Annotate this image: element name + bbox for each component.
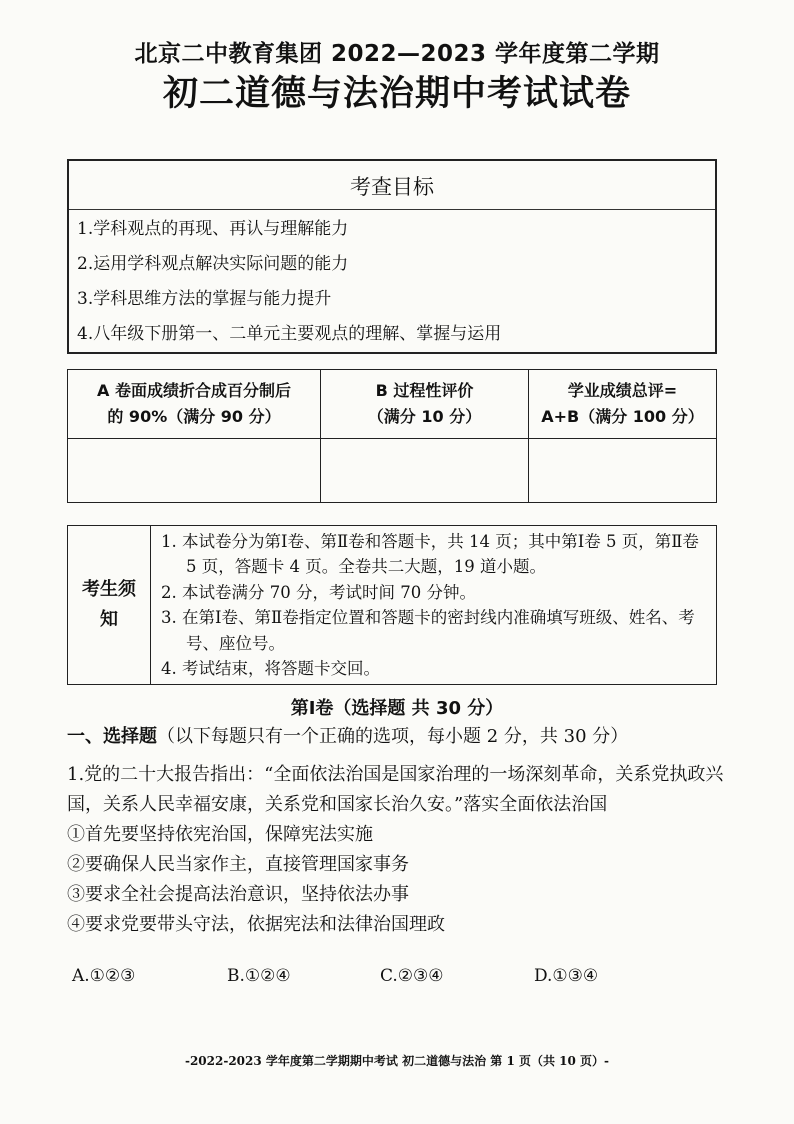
- part-label: 一、选择题: [67, 726, 157, 747]
- score-col-c-line1: 学业成绩总评=: [567, 381, 678, 400]
- section-title: 第Ⅰ卷（选择题 共 30 分）: [290, 698, 504, 719]
- notice-label-line2: 知: [100, 609, 118, 630]
- score-cell-c[interactable]: [529, 439, 717, 503]
- score-cell-b[interactable]: [321, 439, 529, 503]
- score-col-b-line2: （满分 10 分）: [367, 407, 482, 426]
- question-stem: 1.党的二十大报告指出：“全面依法治国是国家治理的一场深刻革命，关系党执政兴国，关系人民幸福安康，关系党和国家长治久安。”落实全面依法治国: [67, 764, 724, 815]
- notice-label: [68, 526, 151, 685]
- notice-table: [67, 525, 717, 685]
- score-col-a-header: [68, 370, 321, 439]
- notice-item: 4. 考试结束，将答题卡交回。: [161, 659, 380, 678]
- objective-item: 3.学科思维方法的掌握与能力提升: [77, 289, 332, 309]
- question-option: ④要求党要带头守法，依据宪法和法律治国理政: [67, 914, 445, 935]
- answer-choices: [67, 966, 667, 996]
- question-option: ②要确保人民当家作主，直接管理国家事务: [67, 854, 409, 875]
- question-option: ③要求全社会提高法治意识，坚持依法办事: [67, 884, 409, 905]
- objectives-list: [69, 210, 715, 352]
- score-col-a-line2: 的 90%（满分 90 分）: [107, 407, 281, 426]
- objectives-box: [67, 159, 717, 354]
- page-footer: -2022-2023 学年度第二学期期中考试 初二道德与法治 第 1 页（共 10 页）-: [184, 1054, 610, 1068]
- notice-item: 3. 在第Ⅰ卷、第Ⅱ卷指定位置和答题卡的密封线内准确填写班级、姓名、考号、座位号。: [161, 608, 695, 653]
- score-col-b-header: [321, 370, 529, 439]
- objective-item: 2.运用学科观点解决实际问题的能力: [77, 254, 349, 274]
- part-title: [67, 722, 628, 748]
- objective-item: 1.学科观点的再现、再认与理解能力: [77, 219, 349, 239]
- exam-title: 初二道德与法治期中考试试卷: [162, 74, 631, 114]
- score-cell-a[interactable]: [68, 439, 321, 503]
- answer-choice-d[interactable]: D.①③④: [534, 966, 599, 986]
- question-option: ①首先要坚持依宪治国，保障宪法实施: [67, 824, 373, 845]
- score-col-c-line2: A+B（满分 100 分）: [541, 407, 704, 426]
- exam-header-subtitle: 北京二中教育集团 2022—2023 学年度第二学期: [134, 41, 660, 67]
- score-col-b-line1: B 过程性评价: [375, 381, 474, 400]
- score-table: [67, 369, 717, 503]
- objectives-title: 考查目标: [69, 161, 715, 210]
- answer-choice-a[interactable]: A.①②③: [72, 966, 136, 986]
- objective-item: 4.八年级下册第一、二单元主要观点的理解、掌握与运用: [77, 324, 502, 344]
- score-col-a-line1: A 卷面成绩折合成百分制后: [97, 381, 291, 400]
- notice-item: 2. 本试卷满分 70 分，考试时间 70 分钟。: [161, 582, 476, 602]
- score-col-c-header: [529, 370, 717, 439]
- notice-content: [151, 526, 717, 685]
- answer-choice-c[interactable]: C.②③④: [380, 966, 444, 986]
- notice-label-line1: 考生须: [82, 579, 136, 600]
- part-note: （以下每题只有一个正确的选项，每小题 2 分，共 30 分）: [157, 726, 629, 747]
- notice-item: 1. 本试卷分为第Ⅰ卷、第Ⅱ卷和答题卡，共 14 页；其中第Ⅰ卷 5 页，第Ⅱ卷 5 页，答题卡 4 页。全卷共二大题，19 道小题。: [161, 531, 699, 576]
- answer-choice-b[interactable]: B.①②④: [227, 966, 291, 986]
- question-1: [67, 760, 732, 940]
